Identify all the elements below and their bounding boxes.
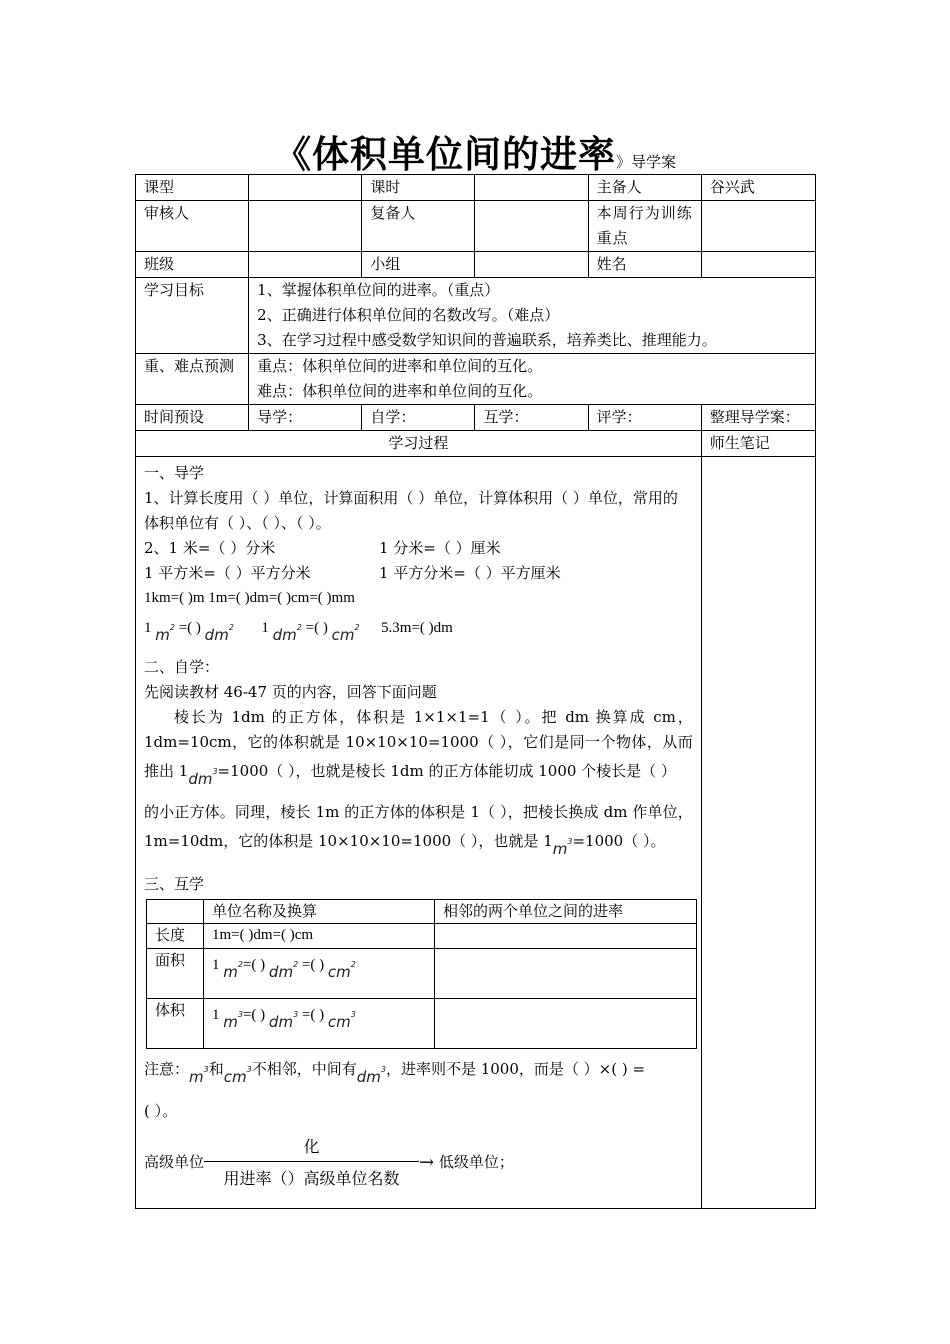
unit-text: m (552, 840, 568, 858)
unit-exp: 3 (293, 1010, 299, 1019)
unit-m3 (189, 1065, 209, 1086)
unit-text: dm (204, 626, 229, 644)
self-p1-tail: =1000（ ），也就是棱长 1dm 的正方体能切成 1000 个棱长是（ ） (217, 762, 676, 780)
guide-q2 (144, 536, 693, 561)
header-row-2 (136, 201, 816, 252)
unit-text: dm (356, 1068, 381, 1086)
volume-one: 1 (212, 1007, 220, 1023)
mutual-corner (147, 900, 204, 924)
key-points-content (249, 354, 816, 405)
mutual-area-conv (204, 949, 435, 999)
mutual-length-conv: 1m=( )dm=( )cm (204, 924, 435, 949)
mutual-row-length (147, 924, 697, 949)
unit-text: dm (268, 1013, 294, 1031)
worksheet-table (135, 174, 816, 1209)
volume-eq1: =( ) (242, 1007, 266, 1023)
unit-text: cm (327, 1013, 351, 1031)
label-lesson-type: 课型 (136, 175, 249, 201)
mutual-col1: 单位名称及换算 (204, 900, 435, 924)
unit-text: m (189, 1068, 204, 1086)
process-content (136, 457, 702, 1209)
unit-text: cm (223, 1068, 247, 1086)
mutual-area-rate (435, 949, 697, 999)
mutual-area-label: 面积 (147, 949, 204, 999)
goals-content (249, 278, 816, 354)
label-co-preparer: 复备人 (362, 201, 475, 252)
unit-exp: 2 (296, 623, 302, 632)
guide-q1: 1、计算长度用（ ）单位，计算面积用（ ）单位，计算体积用（ ）单位，常用的体积单位有（ ）、（ ）、（ ）。 (144, 489, 678, 532)
guide-q5 (144, 611, 693, 655)
difficult-point: 难点：体积单位间的进率和单位间的互化。 (257, 382, 543, 400)
unit-cm2 (327, 960, 356, 981)
process-label: 学习过程 (136, 431, 702, 457)
label-periods: 课时 (362, 175, 475, 201)
mutual-volume-conv (204, 999, 435, 1049)
value-lesson-type (249, 175, 362, 201)
mutual-volume-rate (435, 999, 697, 1049)
unit-exp: 2 (350, 960, 356, 969)
guide-q2a: 2、1 米=（ ）分米 (144, 539, 276, 557)
time-organize: 整理导学案： (701, 405, 815, 431)
arrow-icon: → (419, 1152, 435, 1173)
mutual-note (144, 1053, 693, 1097)
guide-q5-eq2: =( ) (305, 620, 328, 636)
guide-q5-one-b: 1 (261, 620, 269, 636)
conv-right: 低级单位； (438, 1153, 514, 1171)
guide-q2b: 1 分米=（ ）厘米 (379, 539, 501, 557)
value-class (249, 252, 362, 278)
unit-cm3 (327, 1010, 356, 1031)
unit-exp: 2 (228, 623, 234, 632)
process-header-row (136, 431, 816, 457)
note-a: 注意： (144, 1060, 190, 1078)
conv-left: 高级单位 (144, 1153, 205, 1171)
value-name (701, 252, 815, 278)
mutual-length-rate (435, 924, 697, 949)
mutual-header-row (147, 900, 697, 924)
mutual-row-volume (147, 999, 697, 1049)
self-heading: 二、自学： (144, 658, 220, 676)
conversion-rule (144, 1134, 693, 1188)
mutual-row-area (147, 949, 697, 999)
unit-m3 (223, 1010, 243, 1031)
self-p2 (144, 800, 693, 858)
notes-label: 师生笔记 (701, 431, 815, 457)
mutual-col2: 相邻的两个单位之间的进率 (435, 900, 697, 924)
conv-fraction (204, 1134, 419, 1191)
label-reviewer: 审核人 (136, 201, 249, 252)
unit-exp: 3 (237, 1010, 243, 1019)
guide-q3a: 1 平方米=（ ）平方分米 (144, 564, 311, 582)
unit-text: dm (272, 626, 297, 644)
mutual-volume-label: 体积 (147, 999, 204, 1049)
note-c: 不相邻，中间有 (251, 1060, 357, 1078)
unit-exp: 2 (293, 960, 299, 969)
key-points-row (136, 354, 816, 405)
area-eq1: =( ) (242, 957, 266, 973)
value-periods (475, 175, 588, 201)
unit-text: cm (327, 963, 351, 981)
title-main: 《体积单位间的进率 (273, 133, 616, 176)
guide-q5-eq1: =( ) (178, 620, 201, 636)
title-suffix: 》导学案 (615, 153, 676, 171)
unit-m2 (155, 623, 175, 644)
unit-dm2 (268, 960, 299, 981)
self-p1 (144, 705, 693, 788)
value-main-preparer: 谷兴武 (701, 175, 815, 201)
time-evaluate: 评学： (588, 405, 701, 431)
note-d: ，进率则不是 1000，而是（ ）×( ) = (385, 1060, 646, 1078)
label-class: 班级 (136, 252, 249, 278)
unit-exp: 2 (237, 960, 243, 969)
mutual-table (146, 899, 697, 1049)
unit-exp: 3 (212, 767, 218, 776)
goal-1: 1、掌握体积单位间的进率。（重点） (257, 281, 500, 299)
unit-text: dm (188, 770, 213, 788)
unit-m3 (552, 837, 573, 858)
unit-dm3 (188, 767, 218, 788)
unit-exp: 2 (354, 623, 360, 632)
unit-m2 (223, 960, 243, 981)
unit-exp: 3 (350, 1010, 356, 1019)
goal-2: 2、正确进行体积单位间的名数改写。（难点） (257, 306, 560, 324)
time-row (136, 405, 816, 431)
volume-eq2: =( ) (301, 1007, 325, 1023)
time-mutual: 互学： (475, 405, 588, 431)
page-title (0, 124, 950, 178)
guide-q3 (144, 561, 693, 586)
label-main-preparer: 主备人 (588, 175, 701, 201)
unit-exp: 3 (380, 1065, 386, 1074)
guide-q4: 1km=( )m 1m=( )dm=( )cm=( )mm (144, 590, 355, 606)
value-co-preparer (475, 201, 588, 252)
header-row-3 (136, 252, 816, 278)
time-self: 自学： (362, 405, 475, 431)
guide-heading: 一、导学 (144, 464, 205, 482)
time-guide: 导学： (249, 405, 362, 431)
goal-3: 3、在学习过程中感受数学知识间的普遍联系，培养类比、推理能力。 (257, 331, 717, 349)
key-points-label: 重、难点预测 (136, 354, 249, 405)
unit-exp: 3 (567, 837, 573, 846)
unit-dm3 (268, 1010, 299, 1031)
value-group (475, 252, 588, 278)
self-p2-text: 的小正方体。同理，棱长 1m 的正方体的体积是 1（ ），把棱长换成 dm 作单位，1m=10dm，它的体积是 10×10×10=1000（ ），也就是 1 (144, 803, 693, 850)
guide-q3b: 1 平方分米=（ ）平方厘米 (379, 564, 561, 582)
label-weekly-focus: 本周行为训练重点 (588, 201, 701, 252)
note-e: ( ）。 (144, 1102, 178, 1120)
unit-exp: 3 (246, 1065, 252, 1074)
header-row-1 (136, 175, 816, 201)
unit-dm3 (356, 1065, 386, 1086)
conv-bottom: 用进率（）高级单位名数 (223, 1169, 400, 1188)
self-p1-text: 棱长为 1dm 的正方体，体积是 1×1×1=1（ ）。把 dm 换算成 cm，1dm=10cm，它的体积就是 10×10×10=1000（ ），它们是同一个物体，从而推出 1 (144, 708, 693, 780)
goals-row (136, 278, 816, 354)
guide-q5-3: 5.3m=( )dm (381, 620, 453, 636)
unit-text: m (223, 963, 238, 981)
unit-cm2 (331, 623, 360, 644)
value-reviewer (249, 201, 362, 252)
unit-exp: 2 (169, 623, 175, 632)
key-point: 重点：体积单位间的进率和单位间的互化。 (257, 357, 543, 375)
self-p2-tail: =1000（ ）。 (572, 832, 666, 850)
label-name: 姓名 (588, 252, 701, 278)
process-row (136, 457, 816, 1209)
unit-text: m (155, 626, 170, 644)
mutual-heading: 三、互学 (144, 875, 205, 893)
self-intro: 先阅读教材 46-47 页的内容，回答下面问题 (144, 683, 437, 701)
goals-label: 学习目标 (136, 278, 249, 354)
unit-cm3 (223, 1065, 252, 1086)
guide-q5-one: 1 (144, 620, 152, 636)
unit-text: dm (268, 963, 294, 981)
unit-text: m (223, 1013, 238, 1031)
area-eq2: =( ) (301, 957, 325, 973)
mutual-length-label: 长度 (147, 924, 204, 949)
label-group: 小组 (362, 252, 475, 278)
notes-column (701, 457, 815, 1209)
time-label: 时间预设 (136, 405, 249, 431)
conv-top: 化 (204, 1134, 419, 1162)
value-weekly-focus (701, 201, 815, 252)
unit-dm2 (204, 623, 234, 644)
note-b: 和 (208, 1060, 224, 1078)
unit-exp: 3 (203, 1065, 209, 1074)
unit-text: cm (331, 626, 355, 644)
area-one: 1 (212, 957, 220, 973)
unit-dm2 (272, 623, 302, 644)
